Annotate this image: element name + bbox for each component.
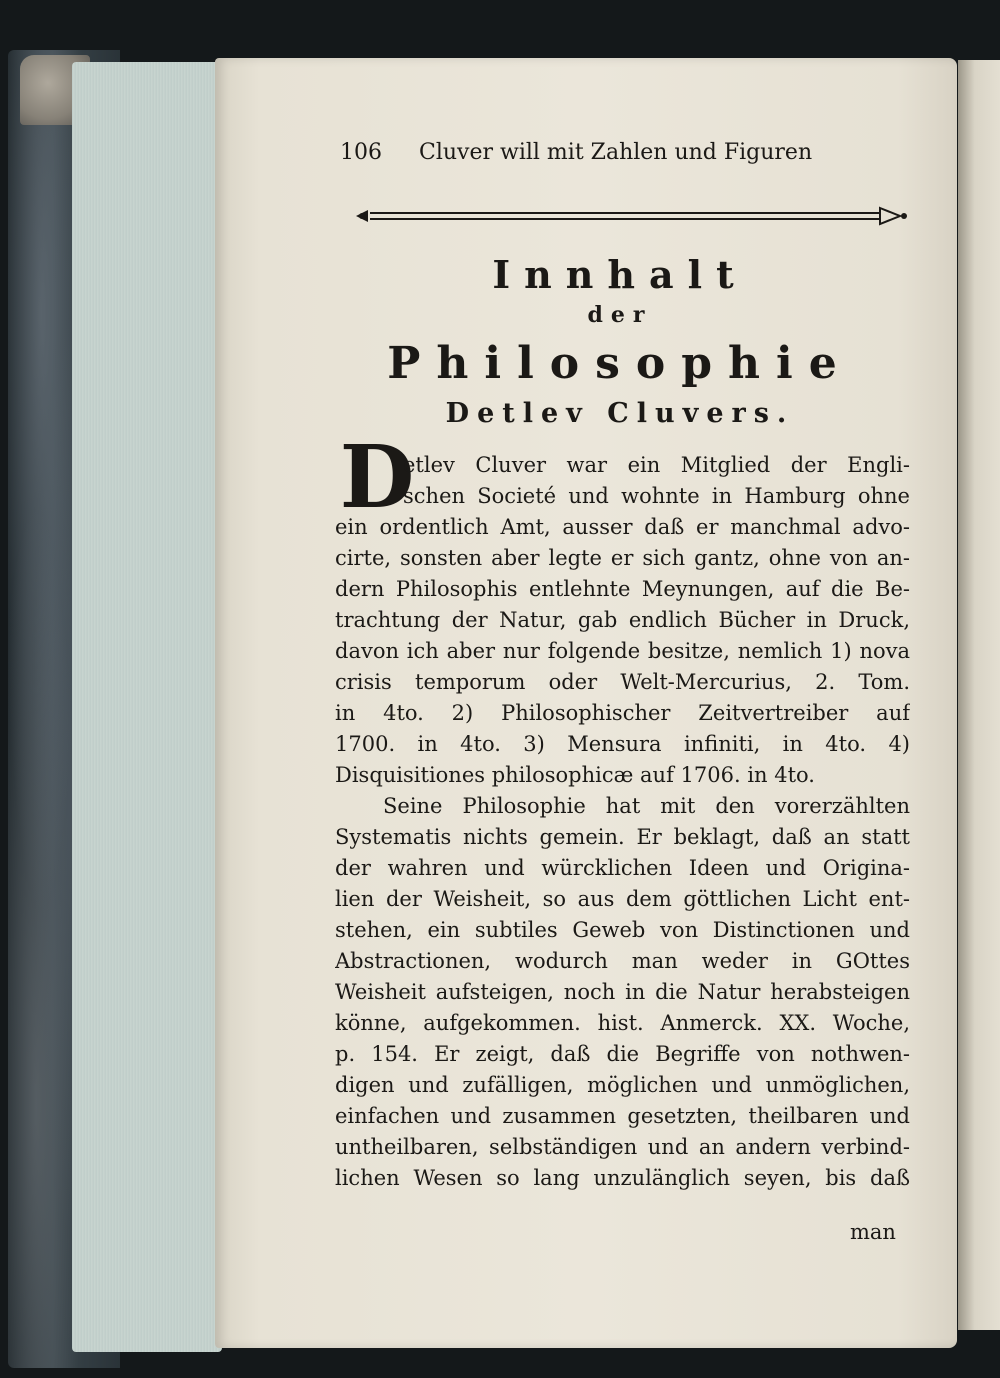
running-header — [340, 140, 900, 170]
text-line: in 4to. 2) Philosophischer Zeitvertreiber auf — [335, 701, 910, 725]
text-line: könne, aufgekommen. hist. Anmerck. XX. Woche, — [335, 1011, 910, 1035]
text-line: crisis temporum oder Welt-Mercurius, 2. Tom. — [335, 670, 910, 694]
text-line: trachtung der Natur, gab endlich Bücher in Druck, — [335, 608, 910, 632]
text-line: Systematis nichts gemein. Er beklagt, daß an statt — [335, 825, 910, 849]
text-line: stehen, ein subtiles Geweb von Distinctionen und — [335, 918, 910, 942]
facing-page-edge — [958, 60, 1000, 1330]
title-philosophie: Philosophie — [387, 338, 853, 389]
text-line: einfachen und zusammen gesetzten, theilbaren und — [335, 1104, 910, 1128]
text-line: untheilbaren, selbständigen und an andern verbind- — [335, 1135, 910, 1159]
text-line: p. 154. Er zeigt, daß die Begriffe von nothwen- — [335, 1042, 910, 1066]
text-line: dern Philosophis entlehnte Meynungen, auf die Be- — [335, 577, 910, 601]
page-edges — [72, 62, 222, 1352]
text-line: lien der Weisheit, so aus dem göttlichen Licht ent- — [335, 887, 910, 911]
text-line: etlev Cluver war ein Mitglied der Engli- — [403, 453, 910, 477]
text-line: schen Societé und wohnte in Hamburg ohne — [403, 484, 910, 508]
text-line: davon ich aber nur folgende besitze, nemlich 1) nova — [335, 639, 910, 663]
text-line: Seine Philosophie hat mit den vorerzählten — [383, 794, 910, 818]
decorative-rule — [350, 204, 910, 228]
text-line: digen und zufälligen, möglichen und unmöglichen, — [335, 1073, 910, 1097]
text-line: Abstractionen, wodurch man weder in GOttes — [335, 949, 910, 973]
title-author-name: Detlev Cluvers. — [445, 398, 795, 429]
catchword: man — [850, 1220, 896, 1244]
running-head-text: Cluver will mit Zahlen und Figuren — [419, 140, 813, 165]
body-text — [335, 450, 910, 1194]
text-line: 1700. in 4to. 3) Mensura infiniti, in 4to. 4) — [335, 732, 910, 756]
text-line: lichen Wesen so lang unzulänglich seyen, bis daß — [335, 1166, 910, 1190]
text-line: Weisheit aufsteigen, noch in die Natur herabsteigen — [335, 980, 910, 1004]
text-line: Disquisitiones philosophicæ auf 1706. in 4to. — [335, 763, 815, 787]
page-number: 106 — [340, 140, 382, 165]
title-der: der — [587, 302, 653, 328]
title-inhalt: Innhalt — [492, 252, 748, 297]
text-line: der wahren und würcklichen Ideen und Origina- — [335, 856, 910, 880]
text-line: ein ordentlich Amt, ausser daß er manchmal advo- — [335, 515, 910, 539]
text-line: cirte, sonsten aber legte er sich gantz, ohne von an- — [335, 546, 910, 570]
drop-capital: D — [339, 427, 415, 528]
